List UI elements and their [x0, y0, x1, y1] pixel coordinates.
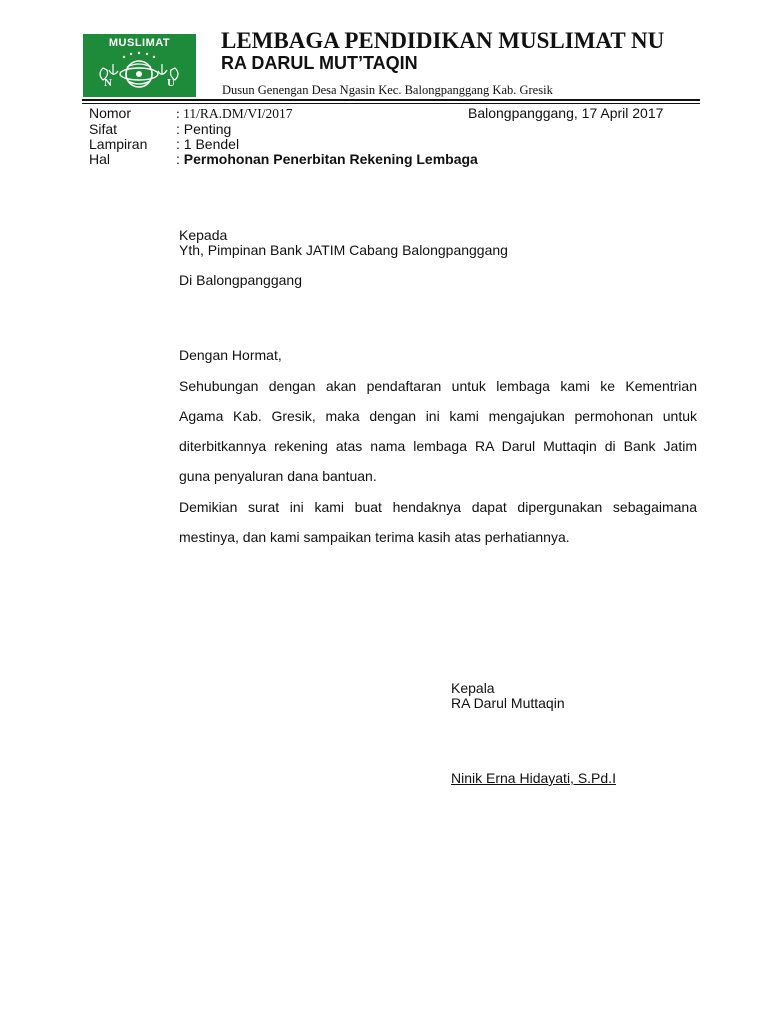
letterhead-title: LEMBAGA PENDIDIKAN MUSLIMAT NU [221, 28, 665, 53]
signature-institution: RA Darul Muttaqin [451, 695, 565, 711]
nomor-label: Nomor [89, 105, 132, 121]
letterhead-address: Dusun Genengan Desa Ngasin Kec. Balongpanggang Kab. Gresik [222, 83, 553, 97]
paragraph-2-line: Demikian surat ini kami buat hendaknya dapat dipergunakan sebagaimana [179, 499, 697, 515]
logo-letter-n: N [104, 77, 112, 89]
letterhead-divider-thick [82, 99, 700, 101]
recipient-name: Yth, Pimpinan Bank JATIM Cabang Balongpanggang [179, 242, 508, 258]
sifat-value: : Penting [176, 121, 232, 137]
paragraph-1-line: diterbitkannya rekening atas nama lembaga RA Darul Muttaqin di Bank Jatim [179, 438, 697, 454]
hal-value: Permohonan Penerbitan Rekening Lembaga [183, 151, 478, 167]
letter-date: Balongpanggang, 17 April 2017 [468, 105, 664, 121]
letterhead-subtitle: RA DARUL MUT’TAQIN [221, 53, 418, 73]
lampiran-label: Lampiran [89, 136, 148, 152]
lampiran-value: : 1 Bendel [176, 136, 240, 152]
paragraph-2-line: mestinya, dan kami sampaikan terima kasih atas perhatiannya. [179, 529, 570, 545]
nu-emblem-icon [83, 34, 196, 97]
salutation: Dengan Hormat, [179, 347, 282, 363]
paragraph-1-line: Sehubungan dengan akan pendaftaran untuk lembaga kami ke Kementrian [179, 378, 697, 394]
hal-label: Hal [89, 151, 111, 167]
hal-row [176, 152, 478, 167]
paragraph-1-line: guna penyaluran dana bantuan. [179, 468, 377, 484]
nomor-value: : 11/RA.DM/VI/2017 [176, 106, 293, 121]
hal-colon: : [176, 151, 184, 167]
recipient-location: Di Balongpanggang [179, 272, 302, 288]
logo-letter-u: U [167, 77, 175, 89]
recipient-kepada: Kepada [179, 227, 228, 243]
signature-name: Ninik Erna Hidayati, S.Pd.I [451, 770, 616, 786]
logo-muslimat-text: MUSLIMAT [108, 37, 171, 49]
paragraph-1-line: Agama Kab. Gresik, maka dengan ini kami mengajukan permohonan untuk [179, 408, 697, 424]
letterhead-divider-thin [82, 103, 700, 104]
muslimat-nu-logo [83, 34, 196, 97]
sifat-label: Sifat [89, 121, 118, 137]
signature-position: Kepala [451, 680, 495, 696]
